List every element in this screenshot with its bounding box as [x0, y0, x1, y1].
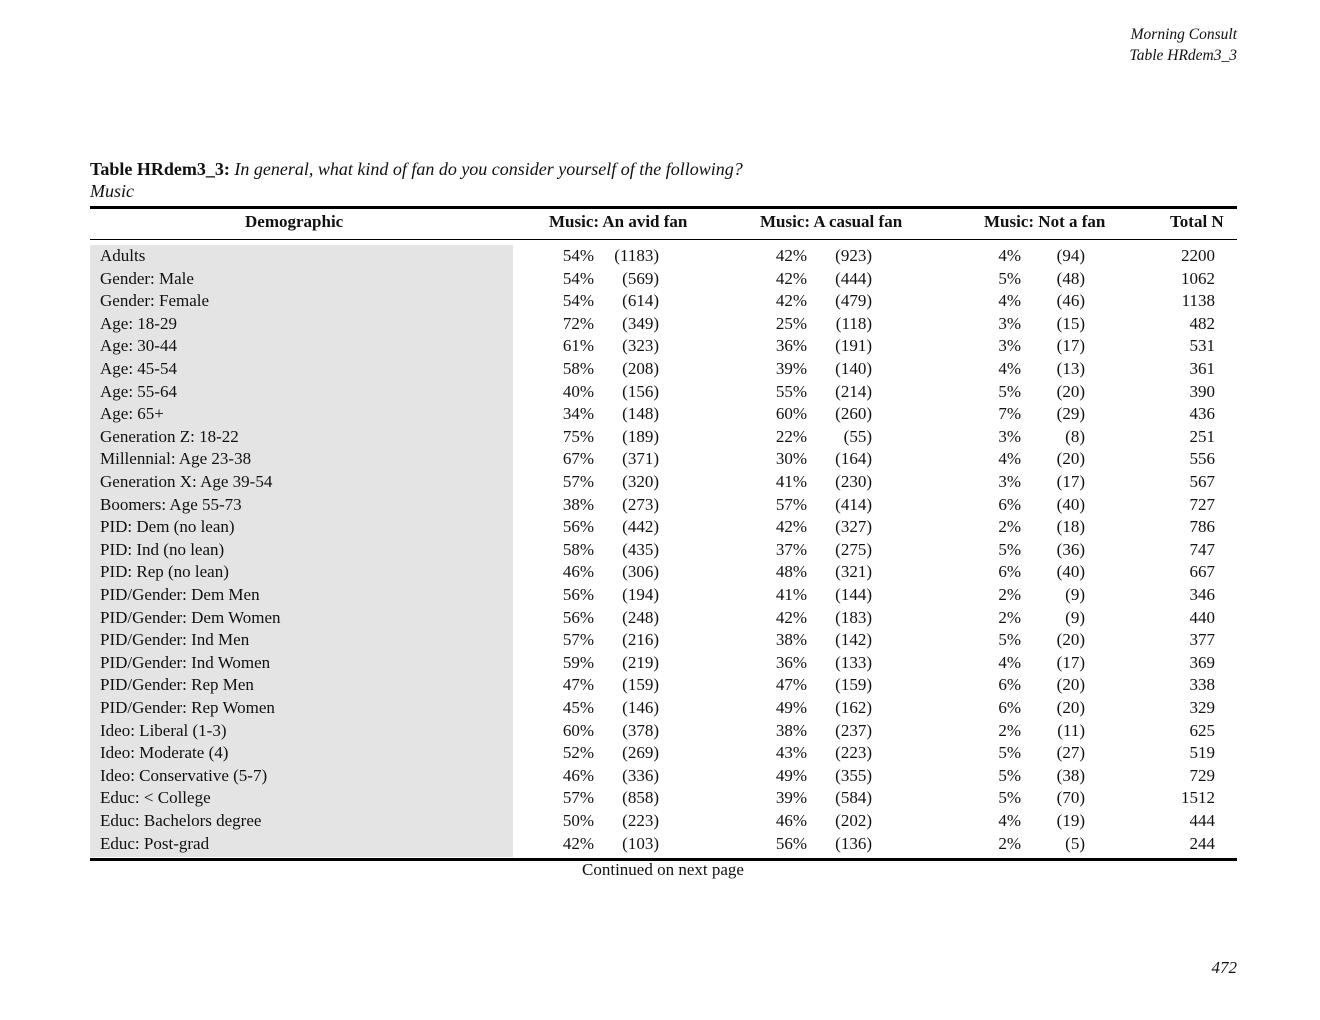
table-row	[0, 607, 1320, 630]
casual-fan-count: (923)	[835, 246, 872, 265]
casual-fan-pct: 42%	[775, 517, 807, 537]
row-label: Gender: Male	[100, 268, 194, 288]
table-subtitle: Music	[90, 181, 134, 201]
table-row	[0, 245, 1320, 268]
casual-fan-pct: 36%	[775, 652, 807, 672]
not-a-fan-pct: 4%	[998, 811, 1021, 830]
not-a-fan-count: (9)	[1065, 607, 1085, 627]
avid-fan-count: (614)	[622, 291, 659, 311]
avid-fan-pct: 54%	[562, 268, 594, 288]
avid-fan-pct: 58%	[562, 359, 594, 378]
total-n: 390	[1189, 381, 1215, 401]
not-a-fan-pct: 2%	[998, 833, 1021, 853]
total-n: 244	[1189, 833, 1215, 853]
total-n: 667	[1189, 562, 1215, 582]
not-a-fan-pct: 3%	[998, 313, 1021, 333]
avid-fan-count: (336)	[622, 765, 659, 785]
avid-fan-pct: 38%	[562, 494, 594, 514]
row-label: PID: Rep (no lean)	[100, 562, 229, 582]
header-table-ref: Table HRdem3_3	[1129, 47, 1237, 64]
avid-fan-pct: 50%	[562, 811, 594, 830]
table-row	[0, 810, 1320, 833]
not-a-fan-count: (40)	[1056, 494, 1085, 514]
continued-note: Continued on next page	[582, 860, 744, 879]
col-casual-fan: Music: A casual fan	[760, 212, 903, 231]
row-label: PID/Gender: Ind Women	[100, 652, 271, 672]
not-a-fan-pct: 6%	[998, 494, 1021, 514]
total-n: 329	[1189, 698, 1215, 717]
not-a-fan-count: (17)	[1056, 652, 1085, 672]
avid-fan-count: (146)	[622, 698, 659, 717]
row-label: Age: 30-44	[100, 336, 177, 356]
casual-fan-pct: 42%	[775, 246, 807, 265]
casual-fan-pct: 39%	[775, 359, 807, 378]
not-a-fan-count: (20)	[1056, 630, 1085, 650]
avid-fan-pct: 46%	[562, 562, 594, 582]
casual-fan-count: (355)	[835, 765, 872, 785]
col-demographic: Demographic	[245, 212, 344, 231]
row-label: Age: 55-64	[100, 381, 177, 401]
not-a-fan-pct: 4%	[998, 652, 1021, 672]
not-a-fan-pct: 2%	[998, 607, 1021, 627]
casual-fan-pct: 38%	[775, 630, 807, 650]
avid-fan-count: (306)	[622, 562, 659, 582]
avid-fan-count: (349)	[622, 313, 659, 333]
table-row	[0, 268, 1320, 291]
casual-fan-count: (479)	[835, 291, 872, 311]
table-row	[0, 629, 1320, 652]
casual-fan-count: (118)	[835, 313, 872, 333]
total-n: 440	[1189, 607, 1215, 627]
avid-fan-count: (858)	[622, 788, 659, 808]
not-a-fan-count: (40)	[1056, 562, 1085, 582]
avid-fan-count: (248)	[622, 607, 659, 627]
col-avid-fan: Music: An avid fan	[549, 212, 688, 231]
avid-fan-pct: 56%	[562, 517, 594, 537]
avid-fan-pct: 40%	[562, 381, 594, 401]
row-label: Gender: Female	[100, 291, 210, 311]
header-rule	[90, 239, 1237, 240]
row-label: Educ: Post-grad	[100, 833, 210, 853]
total-n: 556	[1189, 449, 1215, 469]
casual-fan-pct: 46%	[775, 811, 807, 830]
casual-fan-pct: 43%	[775, 743, 807, 763]
casual-fan-pct: 42%	[775, 291, 807, 311]
avid-fan-count: (189)	[622, 426, 659, 446]
not-a-fan-pct: 5%	[998, 630, 1021, 650]
casual-fan-count: (223)	[835, 743, 872, 763]
not-a-fan-pct: 4%	[998, 449, 1021, 469]
not-a-fan-pct: 4%	[998, 246, 1021, 265]
row-label: Adults	[100, 246, 146, 265]
casual-fan-pct: 42%	[775, 268, 807, 288]
row-label: Ideo: Moderate (4)	[100, 743, 229, 763]
row-label: PID/Gender: Dem Men	[100, 585, 260, 604]
row-label: Ideo: Conservative (5-7)	[100, 765, 268, 785]
col-not-a-fan: Music: Not a fan	[984, 212, 1106, 231]
casual-fan-pct: 36%	[775, 336, 807, 356]
casual-fan-pct: 41%	[775, 472, 807, 491]
header-org: Morning Consult	[1130, 26, 1237, 43]
avid-fan-pct: 54%	[562, 246, 594, 265]
not-a-fan-pct: 5%	[998, 381, 1021, 401]
not-a-fan-pct: 2%	[998, 517, 1021, 537]
not-a-fan-count: (46)	[1056, 291, 1085, 311]
casual-fan-count: (142)	[835, 630, 872, 650]
total-n: 482	[1189, 313, 1215, 333]
avid-fan-count: (219)	[622, 652, 659, 672]
not-a-fan-pct: 5%	[998, 539, 1021, 559]
not-a-fan-count: (19)	[1056, 811, 1085, 830]
avid-fan-count: (223)	[622, 811, 659, 830]
casual-fan-pct: 48%	[775, 562, 807, 582]
avid-fan-count: (435)	[622, 539, 659, 559]
casual-fan-count: (55)	[843, 426, 872, 446]
row-label: Age: 45-54	[100, 359, 177, 378]
avid-fan-pct: 75%	[562, 426, 594, 446]
row-label: Age: 18-29	[100, 313, 177, 333]
casual-fan-count: (136)	[835, 833, 872, 853]
total-n: 727	[1189, 494, 1215, 514]
casual-fan-count: (444)	[835, 268, 872, 288]
not-a-fan-count: (36)	[1056, 539, 1085, 559]
avid-fan-pct: 61%	[562, 336, 594, 356]
table-row	[0, 403, 1320, 426]
total-n: 625	[1189, 720, 1215, 740]
casual-fan-count: (162)	[835, 698, 872, 717]
avid-fan-pct: 42%	[562, 833, 594, 853]
casual-fan-count: (202)	[835, 811, 872, 830]
running-header	[1130, 24, 1238, 66]
not-a-fan-count: (20)	[1056, 698, 1085, 717]
table-row	[0, 674, 1320, 697]
avid-fan-count: (208)	[622, 359, 659, 378]
row-label: PID/Gender: Rep Men	[100, 675, 254, 695]
not-a-fan-pct: 5%	[998, 743, 1021, 763]
avid-fan-pct: 47%	[562, 675, 594, 695]
not-a-fan-count: (15)	[1056, 313, 1085, 333]
table-row	[0, 358, 1320, 381]
avid-fan-pct: 57%	[562, 788, 594, 808]
not-a-fan-pct: 2%	[998, 720, 1021, 740]
col-total-n: Total N	[1170, 212, 1224, 231]
avid-fan-pct: 57%	[562, 472, 594, 491]
casual-fan-count: (183)	[835, 607, 872, 627]
table-row	[0, 720, 1320, 743]
casual-fan-pct: 22%	[775, 426, 807, 446]
table-row	[0, 539, 1320, 562]
row-label: Educ: Bachelors degree	[100, 811, 262, 830]
total-n: 1062	[1181, 268, 1215, 288]
avid-fan-count: (156)	[622, 381, 659, 401]
avid-fan-count: (323)	[622, 336, 659, 356]
row-label: PID: Ind (no lean)	[100, 539, 225, 559]
not-a-fan-count: (13)	[1056, 359, 1085, 378]
table-row	[0, 787, 1320, 810]
not-a-fan-count: (5)	[1065, 833, 1085, 853]
total-n: 346	[1189, 585, 1215, 604]
not-a-fan-count: (94)	[1056, 246, 1085, 265]
row-label: PID/Gender: Ind Men	[100, 630, 250, 650]
avid-fan-count: (320)	[622, 472, 659, 491]
casual-fan-pct: 60%	[775, 404, 807, 424]
not-a-fan-count: (29)	[1056, 404, 1085, 424]
casual-fan-count: (584)	[835, 788, 872, 808]
not-a-fan-pct: 5%	[998, 788, 1021, 808]
row-label: Millennial: Age 23-38	[100, 449, 252, 469]
table-question: In general, what kind of fan do you consider yourself of the following?	[234, 159, 743, 179]
avid-fan-pct: 52%	[562, 743, 594, 763]
top-rule	[90, 206, 1237, 209]
table-row	[0, 494, 1320, 517]
casual-fan-pct: 30%	[775, 449, 807, 469]
casual-fan-pct: 49%	[775, 765, 807, 785]
not-a-fan-pct: 6%	[998, 562, 1021, 582]
total-n: 338	[1189, 675, 1215, 695]
casual-fan-pct: 38%	[775, 720, 807, 740]
casual-fan-count: (260)	[835, 404, 872, 424]
total-n: 1138	[1181, 291, 1215, 311]
total-n: 251	[1189, 426, 1215, 446]
avid-fan-pct: 57%	[562, 630, 594, 650]
total-n: 2200	[1181, 246, 1215, 265]
table-row	[0, 584, 1320, 607]
casual-fan-count: (275)	[835, 539, 872, 559]
avid-fan-count: (442)	[622, 517, 659, 537]
table-row	[0, 561, 1320, 584]
total-n: 436	[1189, 404, 1215, 424]
casual-fan-count: (321)	[835, 562, 872, 582]
casual-fan-pct: 55%	[775, 381, 807, 401]
table-row	[0, 742, 1320, 765]
casual-fan-count: (164)	[835, 449, 872, 469]
not-a-fan-pct: 5%	[998, 765, 1021, 785]
row-label: Boomers: Age 55-73	[100, 494, 242, 514]
casual-fan-pct: 49%	[775, 698, 807, 717]
row-label: PID/Gender: Rep Women	[100, 698, 275, 717]
avid-fan-pct: 56%	[562, 607, 594, 627]
table-title	[90, 157, 743, 181]
table-row	[0, 697, 1320, 720]
not-a-fan-count: (17)	[1056, 472, 1085, 491]
row-label: PID/Gender: Dem Women	[100, 607, 281, 627]
table-row	[0, 381, 1320, 404]
casual-fan-pct: 37%	[775, 539, 807, 559]
not-a-fan-count: (9)	[1065, 585, 1085, 604]
casual-fan-pct: 41%	[775, 585, 807, 604]
casual-fan-count: (133)	[835, 652, 872, 672]
avid-fan-pct: 54%	[562, 291, 594, 311]
row-label: PID: Dem (no lean)	[100, 517, 235, 537]
avid-fan-pct: 58%	[562, 539, 594, 559]
avid-fan-count: (194)	[622, 585, 659, 604]
row-label: Educ: < College	[100, 788, 211, 808]
total-n: 567	[1189, 472, 1215, 491]
total-n: 369	[1189, 652, 1215, 672]
casual-fan-count: (237)	[835, 720, 872, 740]
total-n: 729	[1189, 765, 1215, 785]
table-row	[0, 765, 1320, 788]
avid-fan-pct: 67%	[562, 449, 594, 469]
total-n: 747	[1189, 539, 1215, 559]
total-n: 444	[1189, 811, 1215, 830]
page-number: 472	[1211, 958, 1237, 977]
table-row	[0, 833, 1320, 856]
not-a-fan-count: (38)	[1056, 765, 1085, 785]
table-row	[0, 313, 1320, 336]
casual-fan-pct: 56%	[775, 833, 807, 853]
total-n: 531	[1189, 336, 1215, 356]
avid-fan-pct: 60%	[562, 720, 594, 740]
casual-fan-count: (214)	[835, 381, 872, 401]
casual-fan-count: (191)	[835, 336, 872, 356]
avid-fan-count: (569)	[622, 268, 659, 288]
table-row	[0, 448, 1320, 471]
avid-fan-count: (159)	[622, 675, 659, 695]
casual-fan-count: (140)	[835, 359, 872, 378]
casual-fan-count: (159)	[835, 675, 872, 695]
avid-fan-count: (216)	[622, 630, 659, 650]
avid-fan-count: (273)	[622, 494, 659, 514]
not-a-fan-count: (20)	[1056, 449, 1085, 469]
not-a-fan-pct: 4%	[998, 359, 1021, 378]
total-n: 1512	[1181, 788, 1215, 808]
casual-fan-pct: 25%	[775, 313, 807, 333]
not-a-fan-count: (8)	[1065, 426, 1085, 446]
table-row	[0, 426, 1320, 449]
not-a-fan-pct: 3%	[998, 426, 1021, 446]
table-row	[0, 290, 1320, 313]
casual-fan-count: (230)	[835, 472, 872, 491]
avid-fan-pct: 72%	[562, 313, 594, 333]
table-row	[0, 652, 1320, 675]
not-a-fan-count: (11)	[1057, 720, 1085, 740]
not-a-fan-pct: 4%	[998, 291, 1021, 311]
avid-fan-count: (269)	[622, 743, 659, 763]
avid-fan-pct: 59%	[562, 652, 594, 672]
not-a-fan-pct: 2%	[998, 585, 1021, 604]
not-a-fan-count: (18)	[1056, 517, 1085, 537]
avid-fan-count: (148)	[622, 404, 659, 424]
casual-fan-pct: 47%	[775, 675, 807, 695]
avid-fan-count: (378)	[622, 720, 659, 740]
not-a-fan-pct: 7%	[998, 404, 1021, 424]
row-label: Generation Z: 18-22	[100, 426, 239, 446]
table-title-label: Table HRdem3_3:	[90, 159, 230, 179]
not-a-fan-count: (48)	[1056, 268, 1085, 288]
table-row	[0, 471, 1320, 494]
not-a-fan-pct: 3%	[998, 336, 1021, 356]
not-a-fan-pct: 3%	[998, 472, 1021, 491]
casual-fan-pct: 42%	[775, 607, 807, 627]
total-n: 361	[1189, 359, 1215, 378]
not-a-fan-count: (20)	[1056, 381, 1085, 401]
not-a-fan-count: (27)	[1056, 743, 1085, 763]
not-a-fan-count: (17)	[1056, 336, 1085, 356]
casual-fan-pct: 39%	[775, 788, 807, 808]
total-n: 377	[1189, 630, 1215, 650]
total-n: 786	[1189, 517, 1215, 537]
row-label: Ideo: Liberal (1-3)	[100, 720, 227, 740]
avid-fan-count: (371)	[622, 449, 659, 469]
avid-fan-pct: 46%	[562, 765, 594, 785]
row-label: Age: 65+	[100, 404, 164, 424]
avid-fan-count: (1183)	[614, 246, 659, 265]
total-n: 519	[1189, 743, 1215, 763]
casual-fan-count: (144)	[835, 585, 872, 604]
casual-fan-pct: 57%	[775, 494, 807, 514]
table-row	[0, 335, 1320, 358]
not-a-fan-pct: 5%	[998, 268, 1021, 288]
avid-fan-pct: 56%	[562, 585, 594, 604]
not-a-fan-pct: 6%	[998, 698, 1021, 717]
avid-fan-pct: 34%	[562, 404, 594, 424]
avid-fan-count: (103)	[622, 833, 659, 853]
not-a-fan-count: (70)	[1056, 788, 1085, 808]
avid-fan-pct: 45%	[562, 698, 594, 717]
not-a-fan-count: (20)	[1056, 675, 1085, 695]
casual-fan-count: (414)	[835, 494, 872, 514]
row-label: Generation X: Age 39-54	[100, 472, 273, 491]
not-a-fan-pct: 6%	[998, 675, 1021, 695]
table-row	[0, 516, 1320, 539]
casual-fan-count: (327)	[835, 517, 872, 537]
